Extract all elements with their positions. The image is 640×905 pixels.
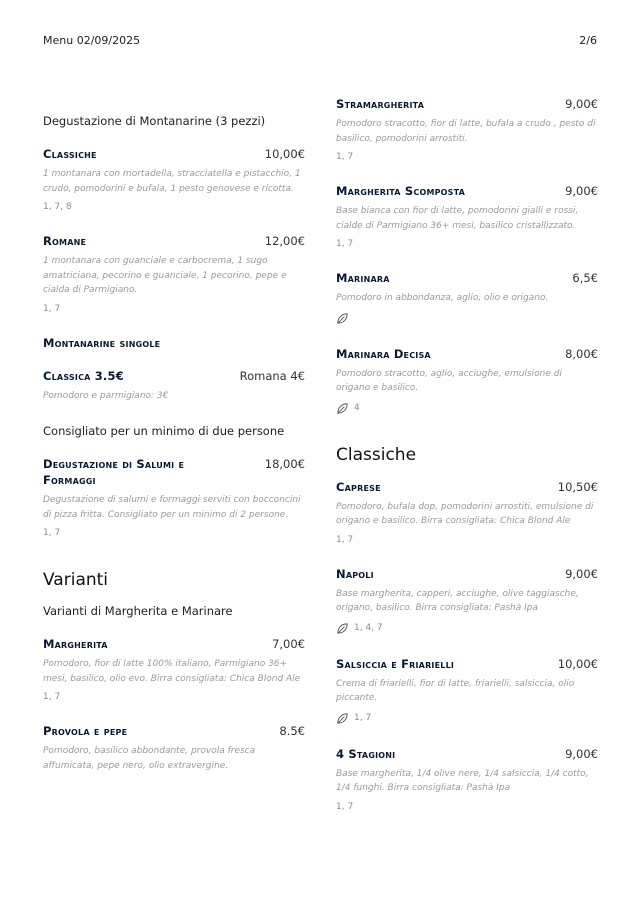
item-name: Stramargherita xyxy=(336,97,425,111)
menu-item-salsiccia-friarielli xyxy=(336,656,598,725)
item-name: Classica 3.5€ xyxy=(43,368,124,383)
item-allergens: 1, 7, 8 xyxy=(43,202,72,212)
item-description: Pomodoro, fior di latte 100% italiano, Parmigiano 36+ mesi, basilico, olio evo. Birra consigliata: Chica Blond Ale xyxy=(43,659,301,684)
item-description: Pomodoro e parmigiano: 3€ xyxy=(43,390,169,401)
item-price: 7,00€ xyxy=(272,637,305,651)
item-price: Romana 4€ xyxy=(239,368,305,383)
left-column xyxy=(43,96,305,794)
menu-item-stramargherita xyxy=(336,96,598,162)
item-description: Degustazione di salumi e formaggi serviti con bocconcini di pizza fritta. Consigliato per un minimo di 2 persone. xyxy=(43,495,301,520)
item-price: 9,00€ xyxy=(565,97,598,111)
item-name: Margherita Scomposta xyxy=(336,184,466,198)
item-description: Pomodoro, basilico abbondante, provola fresca affumicata, pepe nero, olio extravergine. xyxy=(43,746,256,771)
item-price: 8,00€ xyxy=(565,346,598,361)
item-name: Classiche xyxy=(43,147,97,161)
menu-item-classiche xyxy=(43,146,305,212)
menu-item-marinara xyxy=(336,270,598,325)
item-allergens: 1, 7 xyxy=(336,801,354,812)
item-description: Base margherita, capperi, acciughe, olive taggiasche, origano, basilico. Birra consigliata: Pashà Ipa xyxy=(336,588,579,613)
item-name: Salsiccia e Friarielli xyxy=(336,656,455,671)
item-allergens: 4 xyxy=(336,402,598,415)
menu-item-degustazione xyxy=(43,456,305,538)
item-description: Base margherita, 1/4 olive nere, 1/4 salsiccia, 1/4 cotto, 1/4 funghi. Birra consigliata: Pashà Ipa xyxy=(336,768,589,793)
item-price: 10,00€ xyxy=(557,656,598,671)
item-allergens: 1, 7 xyxy=(43,692,61,702)
menu-item-romane xyxy=(43,233,305,314)
item-name: Napoli xyxy=(336,566,374,581)
varianti-subtitle: Varianti di Margherita e Marinare xyxy=(43,604,233,618)
consiglio-note: Consigliato per un minimo di due persone xyxy=(43,424,285,438)
vegetarian-leaf-icon xyxy=(336,712,349,725)
item-allergens: 1, 7 xyxy=(336,239,354,249)
item-allergens: 1, 7 xyxy=(336,534,354,545)
item-price: 8.5€ xyxy=(279,724,305,738)
menu-item-marinara-decisa xyxy=(336,346,598,415)
menu-item-4-stagioni xyxy=(336,746,598,812)
item-name: 4 Stagioni xyxy=(336,746,396,761)
vegetarian-leaf-icon xyxy=(336,312,349,325)
classiche-title: Classiche xyxy=(336,444,417,465)
item-price: 9,00€ xyxy=(565,184,598,198)
item-description: 1 montanara con mortadella, stracciatella e pistacchio, 1 crudo, pomodorini e bufala, 1 pesto genovese e ricotta. xyxy=(43,169,301,194)
montanarine-intro: Degustazione di Montanarine (3 pezzi) xyxy=(43,114,266,128)
item-description: Crema di friarielli, fior di latte, friarielli, salsiccia, olio piccante. xyxy=(336,678,575,703)
item-description: Pomodoro stracotto, aglio, acciughe, emulsione di origano e basilico. xyxy=(336,368,562,393)
item-price: 18,00€ xyxy=(264,457,305,471)
item-price: 6,5€ xyxy=(572,271,598,285)
item-description: 1 montanara con guanciale e carbocrema, 1 sugo amatriciana, pecorino e guanciale, 1 pecorino, pepe e cialda di Parmigiano. xyxy=(43,256,287,295)
menu-item-classica xyxy=(43,368,305,404)
item-description: Pomodoro in abbondanza, aglio, olio e origano. xyxy=(336,293,549,303)
item-price: 10,00€ xyxy=(264,147,305,161)
right-column xyxy=(336,96,598,833)
item-name: Caprese xyxy=(336,479,381,494)
item-allergens: 1, 7 xyxy=(336,712,598,725)
item-name: Provola e pepe xyxy=(43,724,128,738)
montanarine-singole-title: Montanarine singole xyxy=(43,335,161,350)
item-allergens xyxy=(336,312,598,325)
menu-item-caprese xyxy=(336,479,598,545)
item-name: Margherita xyxy=(43,637,108,651)
page-header xyxy=(43,34,597,50)
item-name: Marinara Decisa xyxy=(336,346,431,361)
item-price: 12,00€ xyxy=(264,234,305,248)
item-price: 9,00€ xyxy=(565,566,598,581)
item-price: 9,00€ xyxy=(565,746,598,761)
item-description: Pomodoro, bufala dop, pomodorini arrostiti, emulsione di origano e basilico. Birra consigliata: Chica Blond Ale xyxy=(336,501,594,526)
item-allergens: 1, 4, 7 xyxy=(336,622,598,635)
item-name: Romane xyxy=(43,234,87,248)
item-allergens: 1, 7 xyxy=(43,528,61,538)
menu-item-margherita xyxy=(43,636,305,702)
item-price: 10,50€ xyxy=(557,479,598,494)
menu-item-provola-pepe xyxy=(43,723,305,773)
page-number: 2/6 xyxy=(579,34,597,47)
menu-item-margherita-scomposta xyxy=(336,183,598,249)
item-name: Degustazione di Salumi e Formaggi xyxy=(43,457,185,487)
item-allergens: 1, 7 xyxy=(43,303,61,314)
item-description: Base bianca con fior di latte, pomodorini gialli e rossi, cialde di Parmigiano 36+ mesi, basilico cristallizzato. xyxy=(336,206,579,231)
item-allergens: 1, 7 xyxy=(336,152,354,162)
menu-item-napoli xyxy=(336,566,598,635)
item-name: Marinara xyxy=(336,271,390,285)
vegetarian-leaf-icon xyxy=(336,402,349,415)
vegetarian-leaf-icon xyxy=(336,622,349,635)
varianti-title: Varianti xyxy=(43,570,109,590)
menu-date: Menu 02/09/2025 xyxy=(43,34,141,47)
item-description: Pomodoro stracotto, fior di latte, bufala a crudo , pesto di basilico, pomodorini arrostiti. xyxy=(336,119,596,144)
